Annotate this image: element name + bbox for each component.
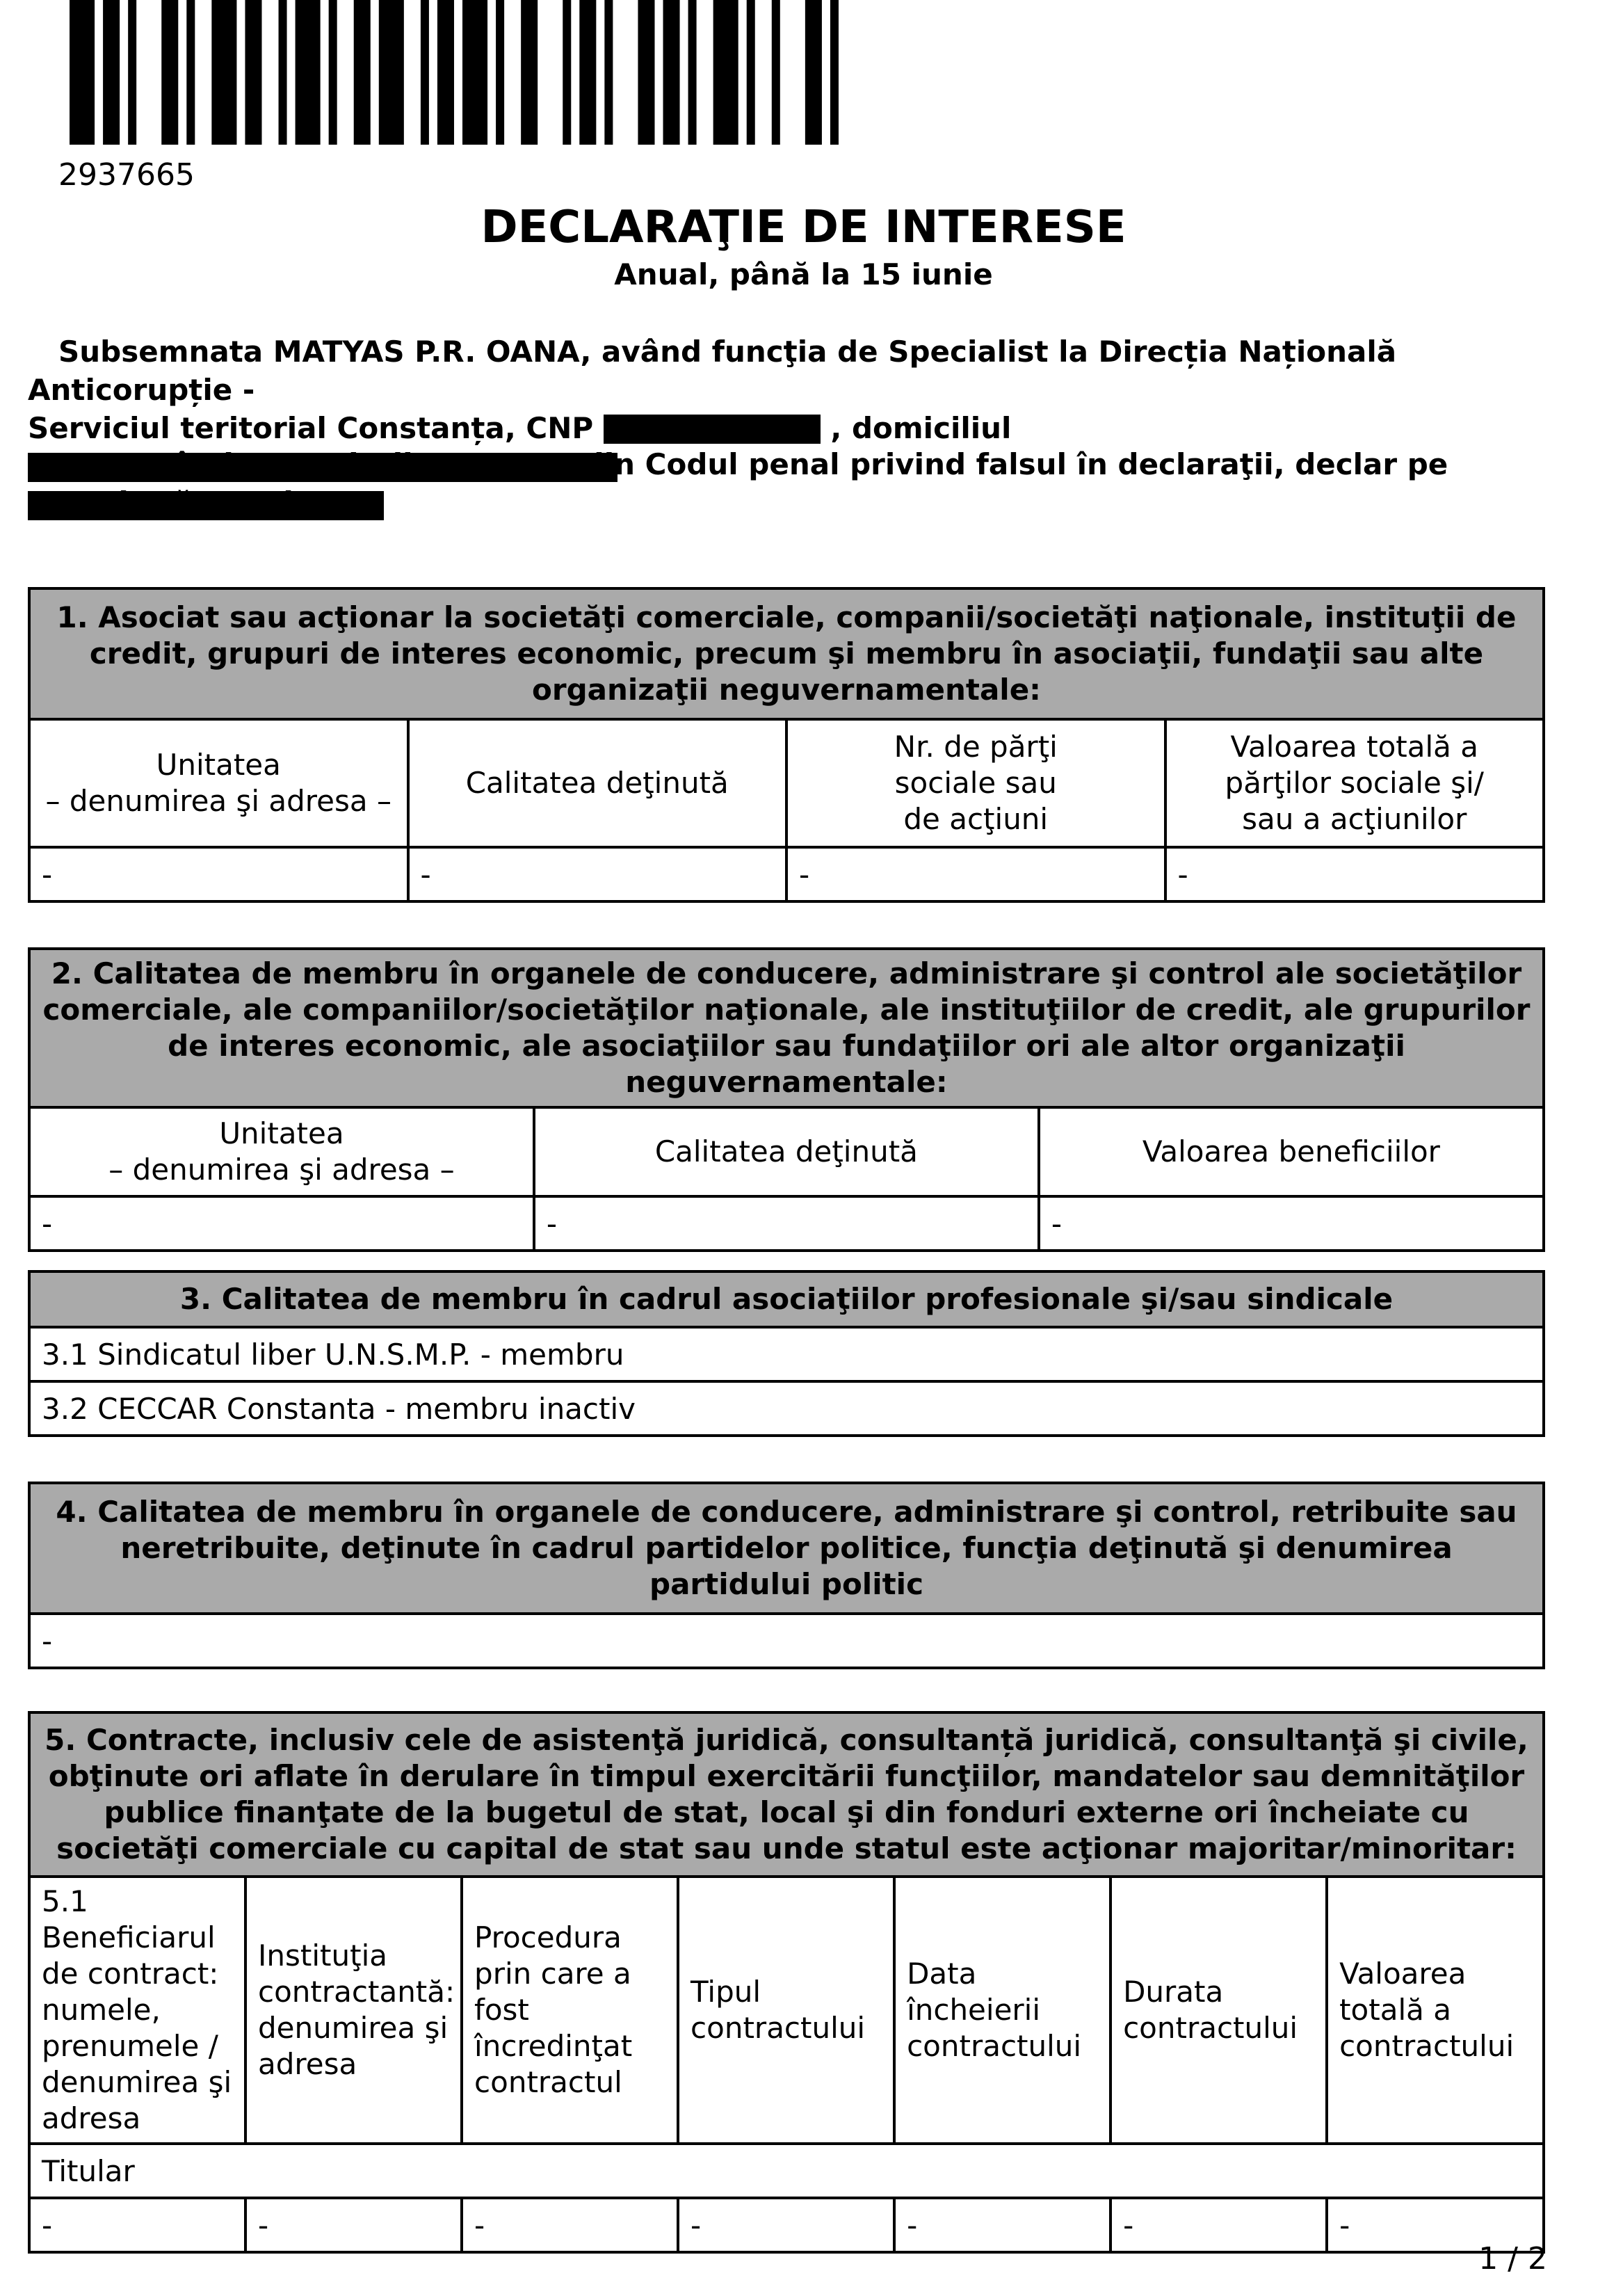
s2-cell: -: [1039, 1196, 1544, 1251]
s1-cell: -: [29, 847, 408, 901]
section-3-table: [28, 1270, 1545, 1437]
statement-paragraph: [28, 445, 1558, 522]
list-item: [29, 1381, 1544, 1436]
s5-cell: -: [462, 2198, 678, 2252]
s1-col-unit: Unitatea – denumirea şi adresa –: [29, 719, 408, 847]
s3-item: 3.1 Sindicatul liber U.N.S.M.P. - membru: [29, 1327, 1544, 1381]
s5-cell: -: [1327, 2198, 1544, 2252]
s1-col-value: Valoarea totală a părţilor sociale şi/ sau a acţiunilor: [1165, 719, 1544, 847]
s5-group-label: Titular: [29, 2144, 1544, 2198]
section-5-table: [28, 1711, 1545, 2254]
intro-line2-mid: , domiciliul: [830, 411, 1012, 445]
intro-line2-start: Serviciul teritorial Constanța, CNP: [28, 411, 594, 445]
s5-col-type: Tipul contractului: [678, 1877, 894, 2144]
document-title: DECLARAŢIE DE INTERESE: [481, 202, 1126, 253]
section-4-title: 4. Calitatea de membru în organele de conducere, administrare şi control, retribuite sau neretribuite, deţinute în cadrul partidelor politice, funcţia deţinută şi denumirea partidului politic: [29, 1483, 1544, 1614]
list-item: [29, 1327, 1544, 1381]
s2-cell: -: [29, 1196, 534, 1251]
barcode: [70, 0, 855, 145]
s1-cell: -: [408, 847, 787, 901]
s2-col-benefits: Valoarea beneficiilor: [1039, 1107, 1544, 1196]
s2-col-unit: Unitatea – denumirea şi adresa –: [29, 1107, 534, 1196]
s2-cell: -: [534, 1196, 1039, 1251]
table-row: [29, 1196, 1544, 1251]
intro-line1: Subsemnata MATYAS P.R. OANA, având funcţia de Specialist la Direcția Națională Anticorupție -: [28, 335, 1397, 407]
section-2-title: 2. Calitatea de membru în organele de conducere, administrare şi control ale societăţilor comerciale, ale companiilor/societăţilor naţionale, ale instituţiilor de credit, ale grupurilor de interes economic, ale asociaţiilor sau fundaţiilor ori ale altor organizaţii neguvernamentale:: [29, 949, 1544, 1107]
s3-item: 3.2 CECCAR Constanta - membru inactiv: [29, 1381, 1544, 1436]
statement-text: cunoscând prevederile art. 292 din Codul penal privind falsul în declaraţii, declar pe propria răspundere:: [28, 447, 1448, 520]
s5-col-procedure: Procedura prin care a fost încredinţat contractul: [462, 1877, 678, 2144]
table-row: [29, 2198, 1544, 2252]
s4-value: -: [29, 1614, 1544, 1668]
table-group-row: [29, 2144, 1544, 2198]
page-number: 1 / 2: [1478, 2241, 1547, 2277]
table-row: [29, 847, 1544, 901]
section-2-table: [28, 947, 1545, 1252]
s5-cell: -: [1111, 2198, 1327, 2252]
s1-col-shares: Nr. de părţi sociale sau de acţiuni: [786, 719, 1165, 847]
table-row: [29, 1614, 1544, 1668]
section-4-table: [28, 1482, 1545, 1669]
s5-col-value: Valoarea totală a contractului: [1327, 1877, 1544, 2144]
s1-col-quality: Calitatea deţinută: [408, 719, 787, 847]
s5-cell: -: [678, 2198, 894, 2252]
s5-col-beneficiary: 5.1 Beneficiarul de contract: numele, prenumele / denumirea şi adresa: [29, 1877, 245, 2144]
s2-col-quality: Calitatea deţinută: [534, 1107, 1039, 1196]
s1-cell: -: [1165, 847, 1544, 901]
s5-col-date: Data încheierii contractului: [894, 1877, 1111, 2144]
s5-cell: -: [245, 2198, 462, 2252]
section-1-title: 1. Asociat sau acţionar la societăţi comerciale, companii/societăţi naţionale, instituţii de credit, grupuri de interes economic, precum şi membru în asociaţii, fundaţii sau alte organizaţii neguvernamentale:: [29, 588, 1544, 719]
s5-cell: -: [29, 2198, 245, 2252]
section-3-title: 3. Calitatea de membru în cadrul asociaţiilor profesionale şi/sau sindicale: [29, 1271, 1544, 1327]
s5-col-institution: Instituţia contractantă: denumirea şi adresa: [245, 1877, 462, 2144]
barcode-number: 2937665: [58, 157, 195, 193]
s5-cell: -: [894, 2198, 1111, 2252]
section-5-title: 5. Contracte, inclusiv cele de asistenţă juridică, consultanță juridică, consultanţă şi civile, obţinute ori aflate în derulare în timpul exercitării funcţiilor, mandatelor sau demnităţilor publice finanţate de la bugetul de stat, local şi din fonduri externe ori încheiate cu societăţi comerciale cu capital de stat sau unde statul este acţionar majoritar/minoritar:: [29, 1712, 1544, 1877]
s1-cell: -: [786, 847, 1165, 901]
redacted-cnp: [604, 415, 821, 444]
document-subtitle: Anual, până la 15 iunie: [614, 257, 993, 291]
section-1-table: [28, 587, 1545, 903]
s5-col-duration: Durata contractului: [1111, 1877, 1327, 2144]
